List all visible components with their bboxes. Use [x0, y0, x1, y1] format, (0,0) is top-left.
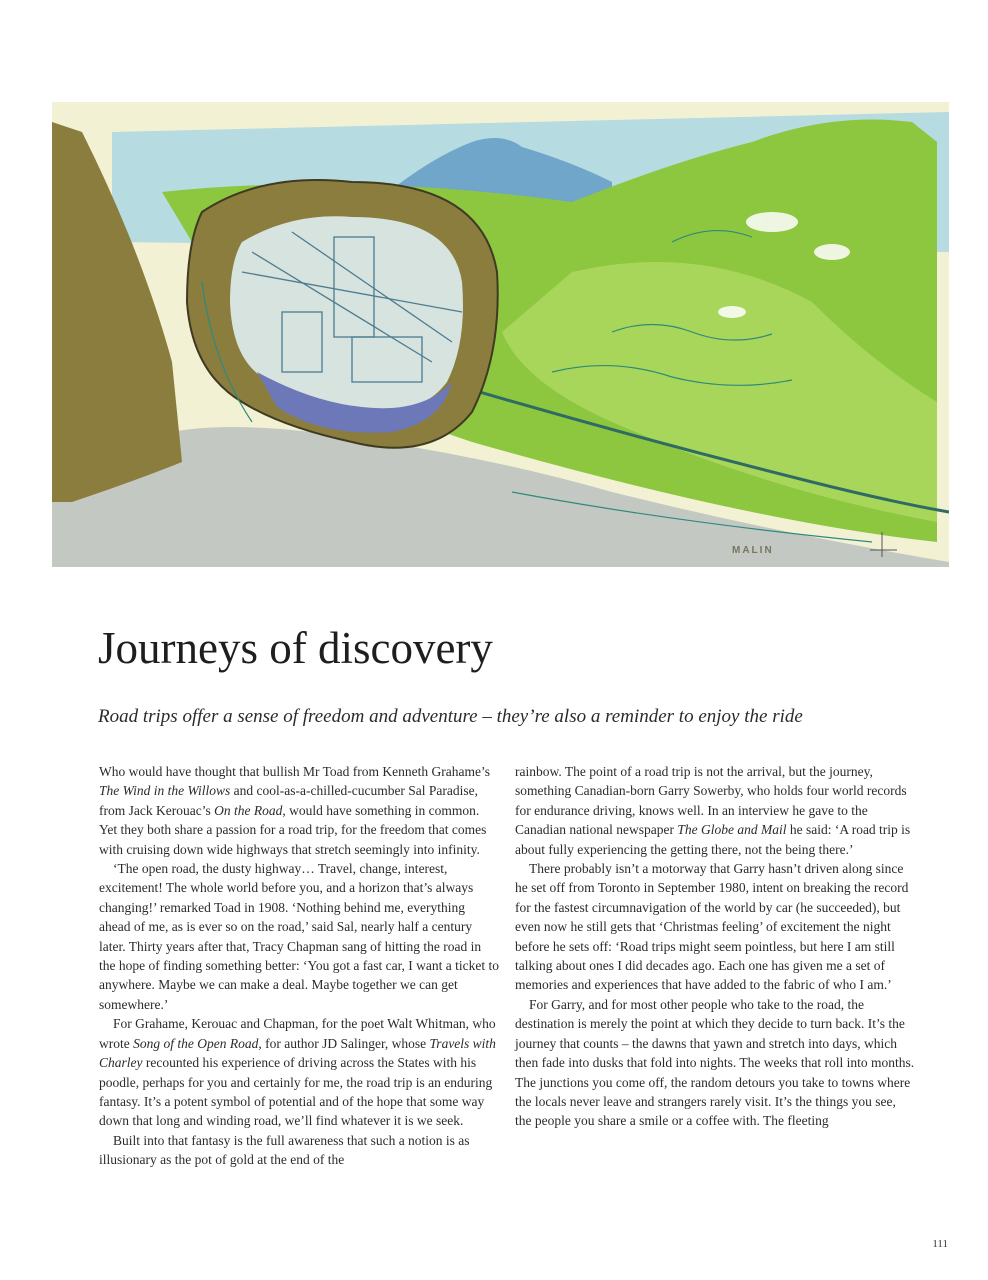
illustration-canvas	[52, 102, 949, 567]
article-title: Journeys of discovery	[98, 623, 493, 673]
left-paragraph-1: Who would have thought that bullish Mr Toad from Kenneth Grahame’s The Wind in the Willows and cool-as-a-chilled-cucumber Sal Paradise, from Jack Kerouac’s On the Road, would have something in common. Yet they both share a passion for a road trip, for the freedom that comes with cruising down wide highways that stretch seemingly into infinity.	[99, 764, 490, 857]
left-text-column	[99, 762, 499, 1170]
right-paragraph-2: There probably isn’t a motorway that Garry hasn’t driven along since he set off from Toronto in September 1980, intent on breaking the record for the fastest circumnavigation of the world by car (he succeeded), but even now he still gets that ‘Christmas feeling’ of excitement the night before he sets off: ‘Road trips might seem pointless, but here I am still talking about ones I did decades ago. Each one has given me a set of memories and experiences that have added to the fabric of who I am.’	[515, 861, 909, 993]
right-text-column	[515, 762, 915, 1131]
page-number: 111	[932, 1238, 948, 1250]
right-paragraph-3: For Garry, and for most other people who take to the road, the destination is merely the point at which they decide to turn back. It’s the journey that counts – the dawns that yawn and stretch into days, which then fade into dusks that fold into nights. The weeks that roll into months. The junctions you come off, the random detours you take to towns where the locals never leave and strangers rarely visit. It’s the things you see, the people you share a smile or a coffee with. The fleeting	[515, 996, 915, 1129]
left-paragraph-2: ‘The open road, the dusty highway… Travel, change, interest, excitement! The whole world before you, and a horizon that’s always changing!’ remarked Toad in 1908. ‘Nothing behind me, everything ahead of me, as is ever so on the road,’ said Sal, nearly half a century later. Thirty years after that, Tracy Chapman sang of hitting the road in the hope of finding something better: ‘You got a fast car, I want a ticket to anywhere. Maybe we can make a deal. Maybe together we can get somewhere.’	[99, 861, 499, 1012]
right-paragraph-1: rainbow. The point of a road trip is not the arrival, but the journey, something Canadian-born Garry Sowerby, who holds four world records for endurance driving, knows well. In an interview he gave to the Canadian national newspaper The Globe and Mail he said: ‘A road trip is about fully experiencing the getting there, not the being there.’	[515, 764, 911, 857]
left-paragraph-3: For Grahame, Kerouac and Chapman, for the poet Walt Whitman, who wrote Song of the Open Road, for author JD Salinger, whose Travels with Charley recounted his experience of driving across the States with his poodle, perhaps for you and certainly for me, the road trip is an enduring fantasy. It’s a potent symbol of potential and of the hope that some way down that long and winding road, we’ll find whatever it is we seek.	[99, 1016, 496, 1129]
road-mirror-illustration	[52, 102, 949, 567]
left-paragraph-4: Built into that fantasy is the full awareness that such a notion is as illusionary as the pot of gold at the end of the	[99, 1132, 470, 1168]
artist-signature: MALIN	[732, 545, 774, 556]
article-subtitle: Road trips offer a sense of freedom and adventure – they’re also a reminder to enjoy the ride	[98, 706, 803, 727]
